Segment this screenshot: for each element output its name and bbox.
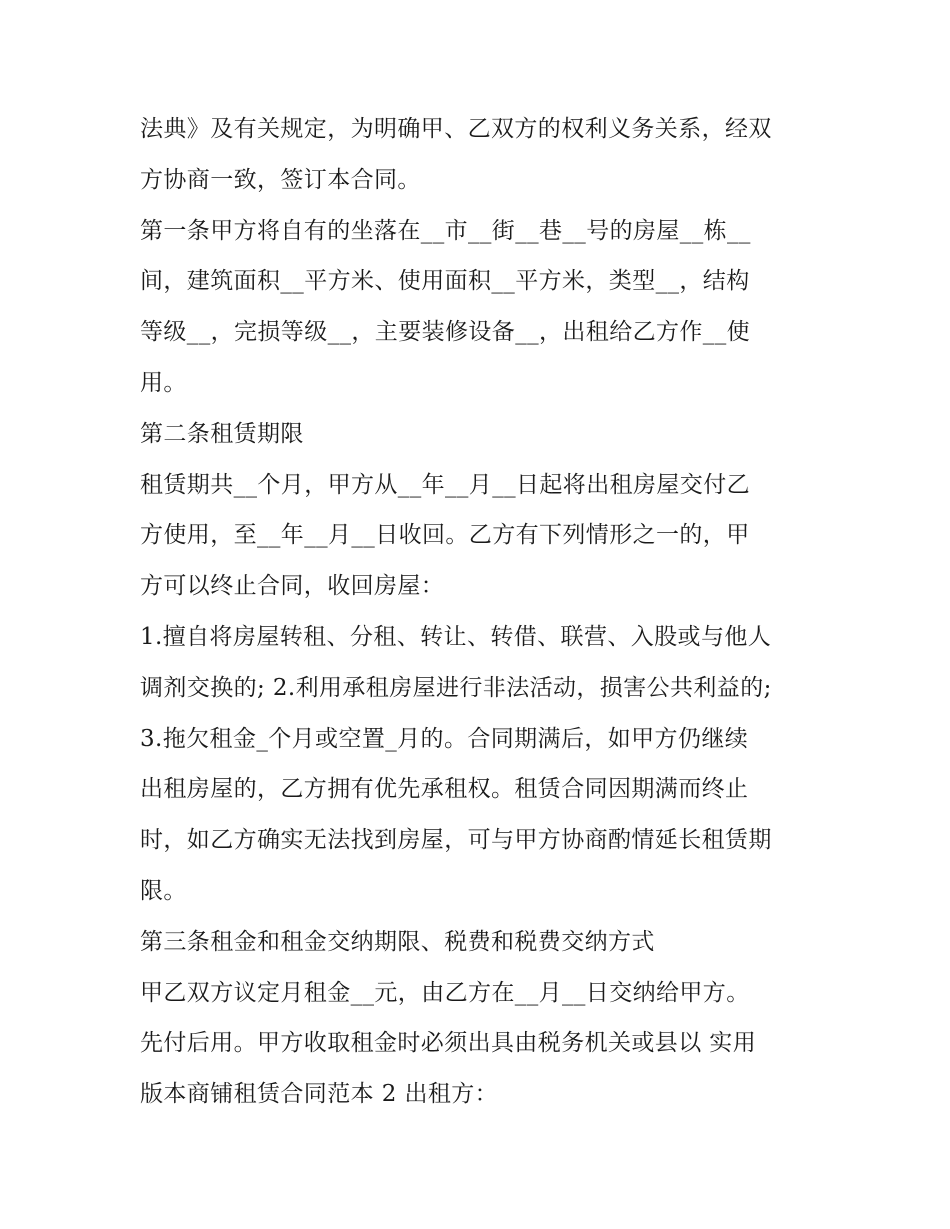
text-line: 等级__，完损等级__，主要装修设备__，出租给乙方作__使 [140, 319, 750, 346]
text-line: 先付后用。甲方收取租金时必须出具由税务机关或县以 实用 [140, 1030, 757, 1057]
text-line: 方协商一致，签订本合同。 [140, 166, 421, 193]
text-line: 限。 [140, 877, 187, 904]
article-2-heading: 第二条租赁期限 [140, 420, 304, 447]
text-line: 时，如乙方确实无法找到房屋，可与甲方协商酌情延长租赁期 [140, 827, 772, 854]
text-line: 间，建筑面积__平方米、使用面积__平方米，类型__，结构 [140, 268, 750, 295]
text-line: 租赁期共__个月，甲方从__年__月__日起将出租房屋交付乙 [140, 471, 750, 498]
document-body [140, 104, 830, 1120]
article-1-line: 第一条甲方将自有的坐落在__市__街__巷__号的房屋__栋__ [140, 217, 751, 244]
text-line: 3.拖欠租金_个月或空置_月的。合同期满后，如甲方仍继续 [140, 725, 749, 752]
text-line: 甲乙双方议定月租金__元，由乙方在__月__日交纳给甲方。 [140, 979, 750, 1006]
article-3-heading: 第三条租金和租金交纳期限、税费和税费交纳方式 [140, 928, 655, 955]
text-line: 1.擅自将房屋转租、分租、转让、转借、联营、入股或与他人 [140, 623, 772, 650]
text-line: 方可以终止合同，收回房屋： [140, 573, 445, 600]
text-line: 调剂交换的; 2.利用承租房屋进行非法活动，损害公共利益的; [140, 674, 772, 701]
text-line: 版本商铺租赁合同范本 2 出租方： [140, 1081, 499, 1108]
text-line: 用。 [140, 369, 187, 396]
text-line: 方使用，至__年__月__日收回。乙方有下列情形之一的，甲 [140, 522, 750, 549]
text-line: 法典》及有关规定，为明确甲、乙双方的权利义务关系，经双 [140, 116, 772, 142]
text-line: 出租房屋的，乙方拥有优先承租权。租赁合同因期满而终止 [140, 776, 749, 803]
